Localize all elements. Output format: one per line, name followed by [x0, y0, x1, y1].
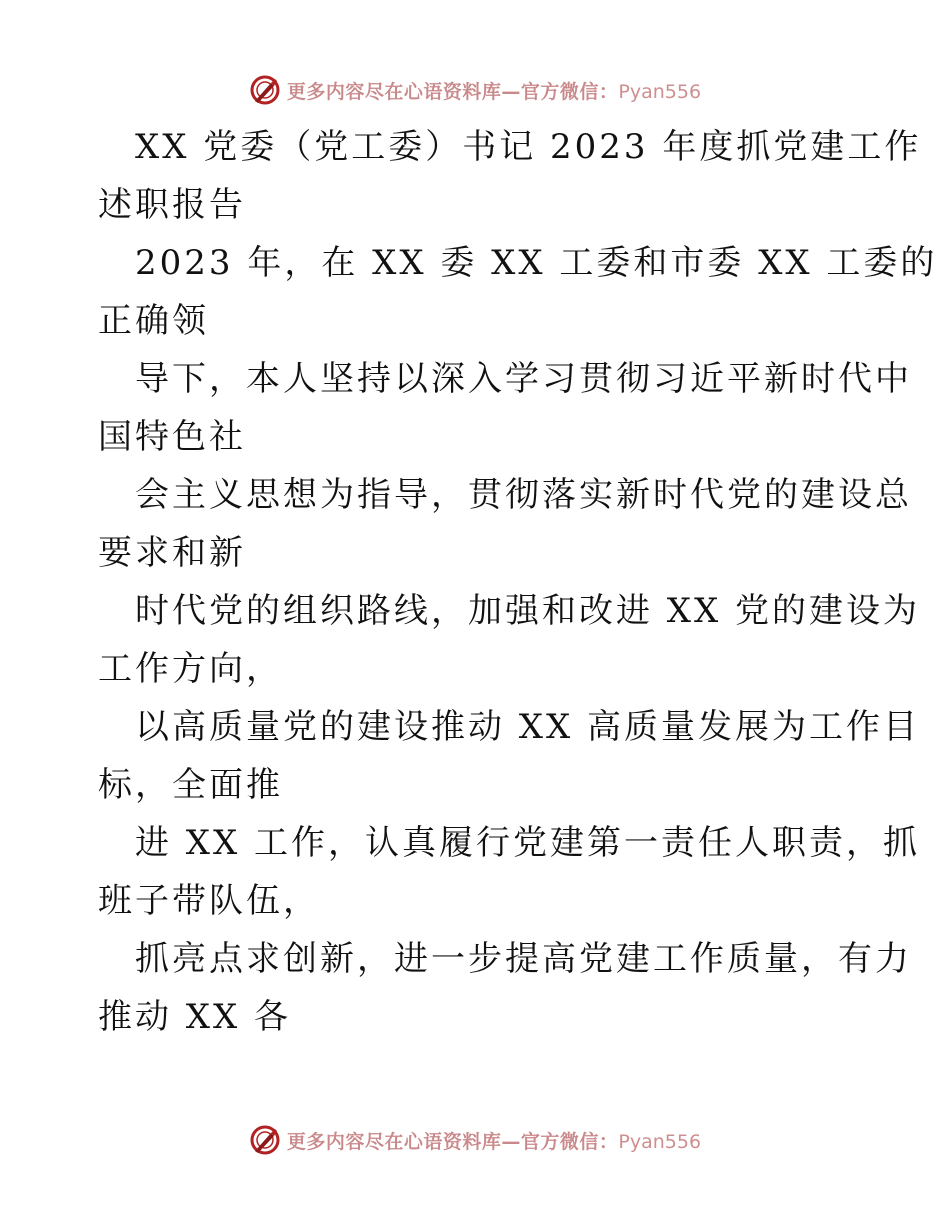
paragraph-line: 会主义思想为指导，贯彻落实新时代党的建设总: [135, 475, 912, 515]
watermark-header: [0, 70, 950, 110]
watermark-label: 更多内容尽在心语资料库—官方微信：: [286, 1130, 619, 1153]
paragraph-line: 班子带队伍，: [98, 881, 320, 921]
title-line-1: XX 党委（党工委）书记 2023 年度抓党建工作: [135, 127, 922, 167]
paragraph-line: 导下，本人坚持以深入学习贯彻习近平新时代中: [135, 359, 912, 399]
watermark-id: Pyan556: [618, 80, 702, 103]
watermark-id: Pyan556: [618, 1130, 702, 1153]
paragraph-line: 进 XX 工作，认真履行党建第一责任人职责，抓: [135, 823, 921, 863]
paragraph-line: 2023 年，在 XX 委 XX 工委和市委 XX 工委的: [135, 243, 938, 283]
paragraph-line: 工作方向，: [98, 649, 283, 689]
paragraph-line: 标，全面推: [98, 765, 283, 805]
paragraph-line: 正确领: [98, 301, 209, 341]
watermark-label: 更多内容尽在心语资料库—官方微信：: [286, 80, 619, 103]
watermark-footer: [0, 1120, 950, 1160]
paragraph-line: 要求和新: [98, 533, 246, 573]
paragraph-line: 以高质量党的建设推动 XX 高质量发展为工作目: [135, 707, 921, 747]
pen-logo-icon: [249, 74, 281, 106]
watermark-text: [287, 1127, 701, 1154]
paragraph-line: 推动 XX 各: [98, 997, 292, 1037]
paragraph-line: 国特色社: [98, 417, 246, 457]
paragraph-line: 抓亮点求创新，进一步提高党建工作质量，有力: [135, 939, 912, 979]
pen-logo-icon: [249, 1124, 281, 1156]
paragraph-line: 时代党的组织路线，加强和改进 XX 党的建设为: [135, 591, 921, 631]
watermark-text: [287, 77, 701, 104]
document-body: [98, 118, 938, 1046]
title-line-2: 述职报告: [98, 185, 246, 225]
